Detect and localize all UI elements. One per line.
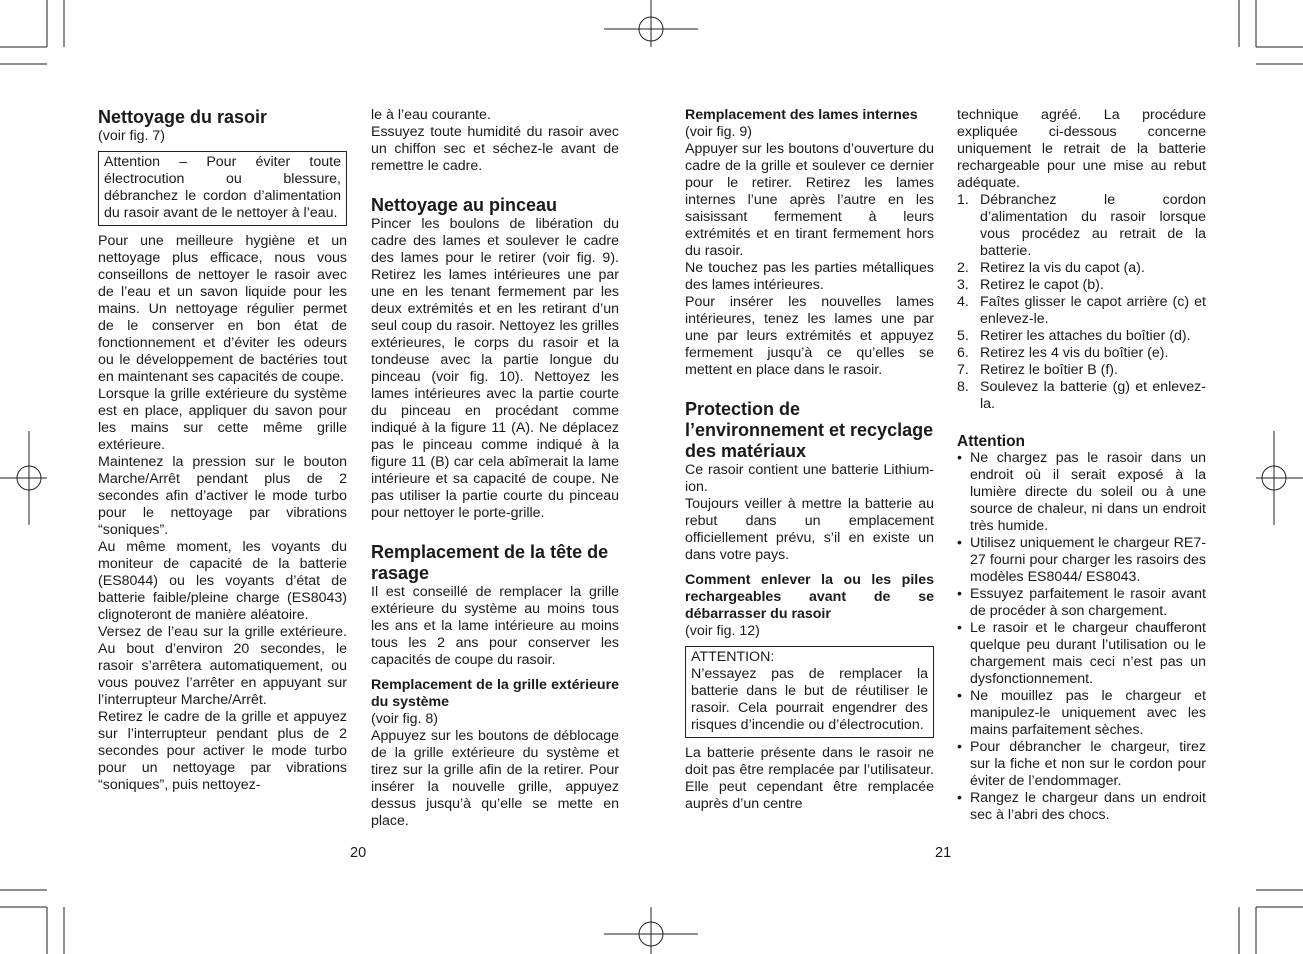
- paragraph: Toujours veiller à mettre la batterie au rebut dans un emplacement officiellement prévu, s’il en existe un dans votre pays.: [685, 496, 934, 563]
- paragraph: Pour une meilleure hygiène et un nettoyage plus efficace, nous vous conseillons de nettoyer le rasoir avec de l’eau et un savon liquide pour les mains. Un nettoyage régulier permet de le conserver en bon état de fonctionnement et d’éviter les odeurs ou le développement de bactéries tout en maintenant ses capacités de coupe.: [98, 233, 347, 385]
- paragraph: Retirez le cadre de la grille et appuyez sur l’interrupteur pendant plus de 2 secondes pour activer le mode turbo pour un nettoyage par vibrations “soniques”, puis nettoyez-: [98, 709, 347, 793]
- list-item: 8. Soulevez la batterie (g) et enlevez-la.: [957, 379, 1206, 412]
- list-item: 6. Retirez les 4 vis du boîtier (e).: [957, 345, 1169, 361]
- list-item: 4. Faîtes glisser le capot arrière (c) et enlevez-le.: [957, 294, 1206, 327]
- list-item: 2. Retirez la vis du capot (a).: [957, 260, 1145, 276]
- column-1: [98, 107, 347, 794]
- paragraph: Pour insérer les nouvelles lames intérieures, tenez les lames une par une par leurs extrémités et appuyez fermement jusqu’à ce qu’elles se mettent en place dans le rasoir.: [685, 294, 934, 378]
- page-number: 20: [350, 845, 367, 861]
- figure-reference: (voir fig. 12): [685, 623, 760, 639]
- list-item: 3. Retirez le capot (b).: [957, 277, 1104, 293]
- section-heading: Protection de l’environnement et recyclage des matériaux: [685, 399, 934, 461]
- figure-reference: (voir fig. 8): [371, 711, 439, 727]
- list-item: • Ne mouillez pas le chargeur et manipulez-le uniquement avec les mains parfaitement sèches.: [957, 688, 1206, 738]
- attention-bullet-list: [957, 450, 1206, 824]
- paragraph: le à l’eau courante.: [371, 107, 491, 123]
- attention-box-text: N’essayez pas de remplacer la batterie dans le but de réutiliser le rasoir. Cela pourrait engendrer des risques d’incendie ou d’électrocution.: [691, 666, 928, 733]
- subsection-heading: Comment enlever la ou les piles rechargeables avant de se débarrasser du rasoir: [685, 572, 934, 622]
- column-2: [371, 107, 619, 830]
- removal-steps-list: [957, 192, 1206, 413]
- list-item: • Ne chargez pas le rasoir dans un endroit où il serait exposé à la lumière directe du soleil ou à une source de chaleur, ni dans un endroit très humide.: [957, 450, 1206, 534]
- list-item: • Rangez le chargeur dans un endroit sec à l’abri des chocs.: [957, 790, 1206, 823]
- section-heading: Nettoyage au pinceau: [371, 195, 558, 215]
- subsection-heading: Attention: [957, 433, 1026, 450]
- paragraph: Appuyer sur les boutons d’ouverture du cadre de la grille et soulever ce dernier pour le retirer. Retirez les lames internes l’une après l’autre en les saisissant fermement à leurs extrémités et en tirant fermement hors du rasoir.: [685, 141, 934, 259]
- paragraph: Lorsque la grille extérieure du système est en place, appliquer du savon pour les mains sur cette même grille extérieure.: [98, 386, 347, 453]
- paragraph: La batterie présente dans le rasoir ne doit pas être remplacée par l’utilisateur. Elle peut cependant être remplacée auprès d’un centre: [685, 745, 934, 812]
- paragraph: Appuyez sur les boutons de déblocage de la grille extérieure du système et tirez sur la grille afin de la retirer. Pour insérer la nouvelle grille, appuyez dessus jusqu’à qu’elle se mette en place.: [371, 728, 619, 829]
- figure-reference: (voir fig. 7): [98, 128, 166, 144]
- attention-box-title: ATTENTION:: [691, 649, 775, 665]
- list-item: • Essuyez parfaitement le rasoir avant de procéder à son chargement.: [957, 586, 1206, 619]
- section-heading: Nettoyage du rasoir: [98, 107, 268, 127]
- attention-box: [685, 646, 934, 738]
- list-item: 7. Retirez le boîtier B (f).: [957, 362, 1118, 378]
- paragraph: technique agréé. La procédure expliquée ci-dessous concerne uniquement le retrait de la batterie rechargeable pour une mise au rebut adéquate.: [957, 107, 1206, 191]
- list-item: 1. Débranchez le cordon d’alimentation du rasoir lorsque vous procédez au retrait de la batterie.: [957, 192, 1206, 259]
- paragraph: Maintenez la pression sur le bouton Marche/Arrêt pendant plus de 2 secondes afin d’activer le mode turbo pour le nettoyage par vibrations “soniques”.: [98, 454, 347, 538]
- list-item: • Utilisez uniquement le chargeur RE7-27 fourni pour charger les rasoirs des modèles ES8044/ ES8043.: [957, 535, 1206, 585]
- paragraph: Au même moment, les voyants du moniteur de capacité de la batterie (ES8044) ou les voyants d’état de batterie faible/pleine charge (ES8043) clignoteront de manière aléatoire.: [98, 539, 347, 623]
- section-heading: Remplacement de la tête de rasage: [371, 542, 609, 583]
- column-3: [685, 107, 934, 813]
- paragraph: Versez de l’eau sur la grille extérieure. Au bout d’environ 20 secondes, le rasoir s’arrêtera automatiquement, ou vous pouvez l’arrêter en appuyant sur l’interrupteur Marche/Arrêt.: [98, 624, 347, 708]
- list-item: • Le rasoir et le chargeur chaufferont quelque peu durant l’utilisation ou le chargement mais ceci n’est pas un dysfonctionnement.: [957, 620, 1206, 687]
- list-item: • Pour débrancher le chargeur, tirez sur la fiche et non sur le cordon pour éviter de l’endommager.: [957, 739, 1206, 789]
- list-item: 5. Retirer les attaches du boîtier (d).: [957, 328, 1191, 344]
- subsection-heading: Remplacement des lames internes: [685, 107, 918, 123]
- paragraph: Essuyez toute humidité du rasoir avec un chiffon sec et séchez-le avant de remettre le cadre.: [371, 124, 619, 174]
- column-4: [957, 107, 1206, 824]
- paragraph: Ne touchez pas les parties métalliques des lames intérieures.: [685, 260, 934, 293]
- paragraph: Il est conseillé de remplacer la grille extérieure du système au moins tous les ans et la lame intérieure au moins tous les 2 ans pour conserver les capacités de coupe du rasoir.: [371, 584, 619, 668]
- figure-reference: (voir fig. 9): [685, 124, 753, 140]
- page-number: 21: [935, 845, 952, 861]
- warning-box: Attention – Pour éviter toute électrocution ou blessure, débranchez le cordon d’alimentation du rasoir avant de le nettoyer à l’eau.: [98, 151, 347, 226]
- paragraph: Pincer les boulons de libération du cadre des lames et soulever le cadre des lames pour le retirer (voir fig. 9). Retirez les lames intérieures une par une en les tenant fermement par les deux extrémités et en les retirant d’un seul coup du rasoir. Nettoyez les grilles extérieures, le corps du rasoir et la tondeuse avec la partie longue du pinceau (voir fig. 10). Nettoyez les lames intérieures avec la partie courte du pinceau en procédant comme indiqué à la figure 11 (A). Ne déplacez pas le pinceau comme indiqué à la figure 11 (B) car cela abîmerait la lame intérieure et sa capacité de coupe. Ne pas utiliser la partie courte du pinceau pour nettoyer le porte-grille.: [371, 216, 619, 521]
- paragraph: Ce rasoir contient une batterie Lithium-ion.: [685, 462, 934, 495]
- subsection-heading: Remplacement de la grille extérieure du système: [371, 677, 619, 710]
